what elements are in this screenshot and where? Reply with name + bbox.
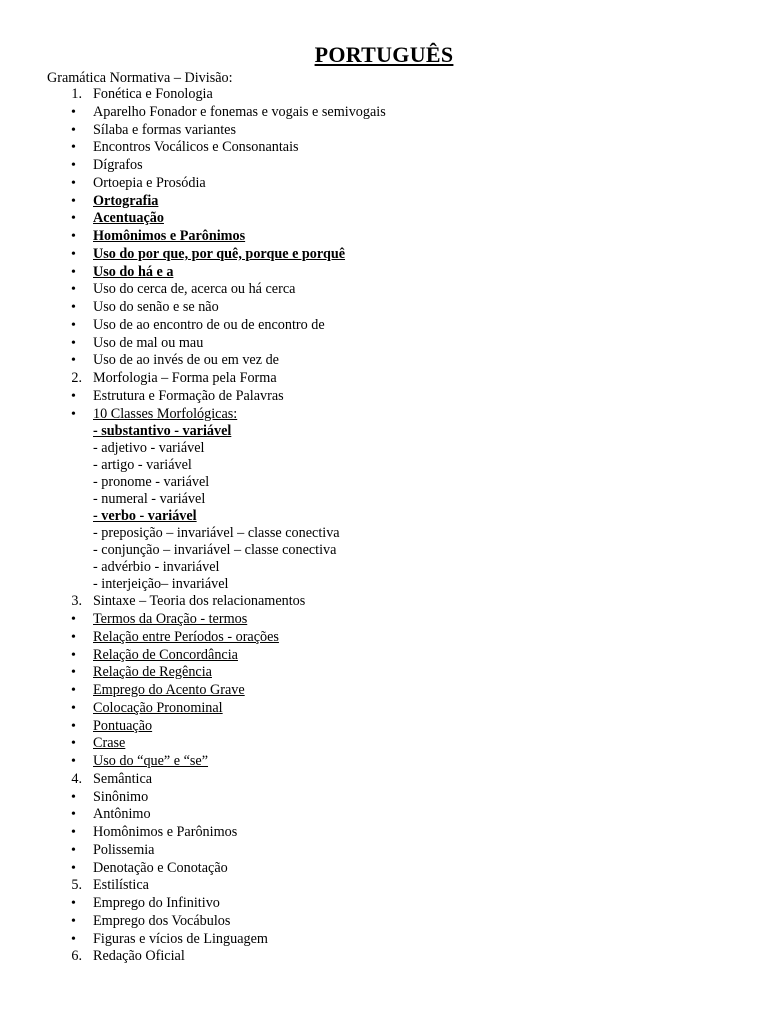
bullet-marker: • [71, 665, 76, 681]
section-heading [0, 86, 768, 104]
item-text: Dígrafos [93, 157, 143, 173]
list-marker [0, 370, 93, 388]
list-marker [0, 193, 93, 211]
sub-list-item [0, 474, 768, 491]
item-text: - substantivo - variável [93, 423, 232, 440]
list-marker [0, 948, 93, 966]
list-item [0, 193, 768, 211]
list-marker [0, 508, 93, 525]
bullet-marker: • [71, 353, 76, 369]
bullet-marker: • [71, 754, 76, 769]
list-marker [0, 718, 93, 736]
section-number: 3. [71, 593, 82, 610]
document-subtitle: Gramática Normativa – Divisão: [47, 70, 233, 86]
bullet-marker: • [71, 246, 76, 262]
item-text: - verbo - variável [93, 508, 197, 525]
list-marker [0, 406, 93, 424]
sub-list-item [0, 542, 768, 559]
list-item [0, 753, 768, 771]
bullet-marker: • [71, 158, 76, 173]
outline-list [0, 86, 768, 966]
list-marker [0, 877, 93, 895]
item-text: Sintaxe – Teoria dos relacionamentos [93, 593, 306, 610]
list-marker [0, 735, 93, 753]
item-text: Uso de ao encontro de ou de encontro de [93, 316, 325, 333]
list-item [0, 824, 768, 842]
bullet-marker: • [71, 683, 76, 698]
list-marker [0, 647, 93, 665]
list-marker [0, 139, 93, 157]
item-text: - pronome - variável [93, 474, 210, 491]
list-item [0, 388, 768, 406]
sub-list-item [0, 491, 768, 508]
item-text: Redação Oficial [93, 948, 185, 965]
list-marker [0, 299, 93, 317]
item-text: Colocação Pronominal [93, 699, 223, 716]
item-text: 10 Classes Morfológicas: [93, 405, 238, 422]
section-heading [0, 948, 768, 966]
sub-list-item [0, 508, 768, 525]
bullet-marker: • [71, 700, 76, 716]
list-marker [0, 281, 93, 299]
list-marker [0, 931, 93, 949]
list-marker [0, 913, 93, 931]
list-marker [0, 559, 93, 576]
item-text: - conjunção – invariável – classe conectiva [93, 542, 337, 559]
list-marker [0, 576, 93, 593]
bullet-marker: • [71, 807, 76, 823]
list-item [0, 157, 768, 175]
sub-list-item [0, 440, 768, 457]
list-item [0, 335, 768, 353]
list-marker [0, 175, 93, 193]
list-marker [0, 664, 93, 682]
sub-list-item [0, 457, 768, 474]
item-text: Uso do cerca de, acerca ou há cerca [93, 281, 296, 298]
list-marker [0, 789, 93, 807]
list-marker [0, 824, 93, 842]
list-item [0, 789, 768, 807]
list-item [0, 175, 768, 193]
bullet-marker: • [71, 647, 76, 663]
list-marker [0, 593, 93, 611]
bullet-marker: • [71, 842, 76, 858]
sub-list-item [0, 576, 768, 593]
section-heading [0, 771, 768, 789]
list-marker [0, 352, 93, 370]
bullet-marker: • [71, 789, 76, 805]
bullet-marker: • [71, 931, 76, 947]
bullet-marker: • [71, 264, 76, 280]
section-heading [0, 593, 768, 611]
item-text: Uso do há e a [93, 263, 174, 280]
item-text: Antônimo [93, 806, 151, 823]
list-item [0, 406, 768, 424]
bullet-marker: • [71, 612, 76, 627]
item-text: Polissemia [93, 841, 155, 858]
item-text: Acentuação [93, 210, 164, 227]
list-marker [0, 895, 93, 913]
sub-list-item [0, 559, 768, 576]
bullet-marker: • [71, 193, 76, 209]
bullet-marker: • [71, 317, 76, 333]
item-text: - preposição – invariável – classe conectiva [93, 525, 340, 542]
item-text: Encontros Vocálicos e Consonantais [93, 139, 299, 156]
list-marker [0, 474, 93, 491]
list-marker [0, 210, 93, 228]
list-item [0, 122, 768, 140]
list-item [0, 139, 768, 157]
item-text: Relação de Concordância [93, 646, 238, 663]
list-item [0, 913, 768, 931]
list-marker [0, 682, 93, 700]
section-heading [0, 370, 768, 388]
bullet-marker: • [71, 629, 76, 645]
bullet-marker: • [71, 140, 76, 156]
list-marker [0, 388, 93, 406]
list-item [0, 664, 768, 682]
list-marker [0, 491, 93, 508]
item-text: Emprego do Infinitivo [93, 895, 220, 911]
list-marker [0, 700, 93, 718]
item-text: Uso de ao invés de ou em vez de [93, 352, 279, 369]
list-item [0, 682, 768, 700]
item-text: Aparelho Fonador e fonemas e vogais e semivogais [93, 103, 386, 120]
bullet-marker: • [71, 104, 76, 120]
item-text: - interjeição– invariável [93, 576, 229, 593]
bullet-marker: • [71, 718, 76, 734]
list-item [0, 611, 768, 629]
bullet-marker: • [71, 229, 76, 244]
page-title: PORTUGUÊS [314, 42, 454, 67]
list-marker [0, 842, 93, 860]
list-item [0, 264, 768, 282]
list-marker [0, 771, 93, 789]
list-marker [0, 440, 93, 457]
bullet-marker: • [71, 896, 76, 911]
list-marker [0, 228, 93, 246]
item-text: Homônimos e Parônimos [93, 824, 238, 840]
item-text: Termos da Oração - termos [93, 611, 248, 627]
list-item [0, 718, 768, 736]
item-text: Relação de Regência [93, 664, 212, 681]
item-text: - adjetivo - variável [93, 440, 205, 457]
list-item [0, 647, 768, 665]
sub-list-item [0, 525, 768, 542]
bullet-marker: • [71, 282, 76, 298]
list-marker [0, 753, 93, 771]
item-text: Uso de mal ou mau [93, 334, 204, 351]
bullet-marker: • [71, 406, 76, 422]
list-item [0, 842, 768, 860]
list-item [0, 210, 768, 228]
list-marker [0, 525, 93, 542]
bullet-marker: • [71, 335, 76, 351]
list-item [0, 895, 768, 913]
item-text: - numeral - variável [93, 491, 206, 508]
item-text: Uso do senão e se não [93, 299, 219, 315]
item-text: Crase [93, 735, 126, 752]
list-item [0, 246, 768, 264]
list-marker [0, 335, 93, 353]
bullet-marker: • [71, 175, 76, 191]
list-marker [0, 423, 93, 440]
item-text: Sinônimo [93, 788, 149, 805]
list-item [0, 299, 768, 317]
list-item [0, 860, 768, 878]
bullet-marker: • [71, 736, 76, 752]
item-text: Emprego dos Vocábulos [93, 912, 231, 929]
list-marker [0, 806, 93, 824]
bullet-marker: • [71, 300, 76, 315]
list-marker [0, 629, 93, 647]
section-number: 5. [71, 877, 82, 894]
section-heading [0, 877, 768, 895]
item-text: Estilística [93, 877, 149, 894]
item-text: Pontuação [93, 717, 153, 734]
list-item [0, 317, 768, 335]
item-text: Semântica [93, 770, 153, 787]
list-item [0, 352, 768, 370]
item-text: - advérbio - invariável [93, 559, 220, 576]
list-marker [0, 264, 93, 282]
section-number: 6. [71, 948, 82, 965]
item-text: Sílaba e formas variantes [93, 121, 237, 138]
list-item [0, 806, 768, 824]
item-text: Emprego do Acento Grave [93, 682, 245, 698]
item-text: Fonética e Fonologia [93, 86, 213, 102]
list-marker [0, 246, 93, 264]
item-text: Morfologia – Forma pela Forma [93, 370, 277, 386]
section-number: 2. [71, 370, 82, 386]
list-marker [0, 104, 93, 122]
item-text: Relação entre Períodos - orações [93, 628, 279, 645]
list-item [0, 700, 768, 718]
list-item [0, 104, 768, 122]
item-text: Ortoepia e Prosódia [93, 174, 206, 191]
item-text: Denotação e Conotação [93, 859, 228, 876]
list-marker [0, 860, 93, 878]
list-item [0, 735, 768, 753]
bullet-marker: • [71, 860, 76, 876]
list-marker [0, 611, 93, 629]
item-text: Ortografia [93, 192, 159, 209]
bullet-marker: • [71, 122, 76, 138]
list-marker [0, 457, 93, 474]
list-marker [0, 86, 93, 104]
bullet-marker: • [71, 211, 76, 227]
list-marker [0, 317, 93, 335]
list-marker [0, 542, 93, 559]
list-item [0, 931, 768, 949]
list-item [0, 228, 768, 246]
bullet-marker: • [71, 825, 76, 840]
list-marker [0, 122, 93, 140]
item-text: Uso do por que, por quê, porque e porquê [93, 245, 346, 262]
list-marker [0, 157, 93, 175]
item-text: - artigo - variável [93, 457, 192, 474]
list-item [0, 281, 768, 299]
item-text: Estrutura e Formação de Palavras [93, 387, 284, 404]
bullet-marker: • [71, 388, 76, 404]
section-number: 4. [71, 770, 82, 787]
sub-list-item [0, 423, 768, 440]
item-text: Figuras e vícios de Linguagem [93, 930, 268, 947]
section-number: 1. [71, 86, 82, 102]
bullet-marker: • [71, 913, 76, 929]
list-item [0, 629, 768, 647]
item-text: Homônimos e Parônimos [93, 228, 246, 244]
item-text: Uso do “que” e “se” [93, 753, 209, 769]
